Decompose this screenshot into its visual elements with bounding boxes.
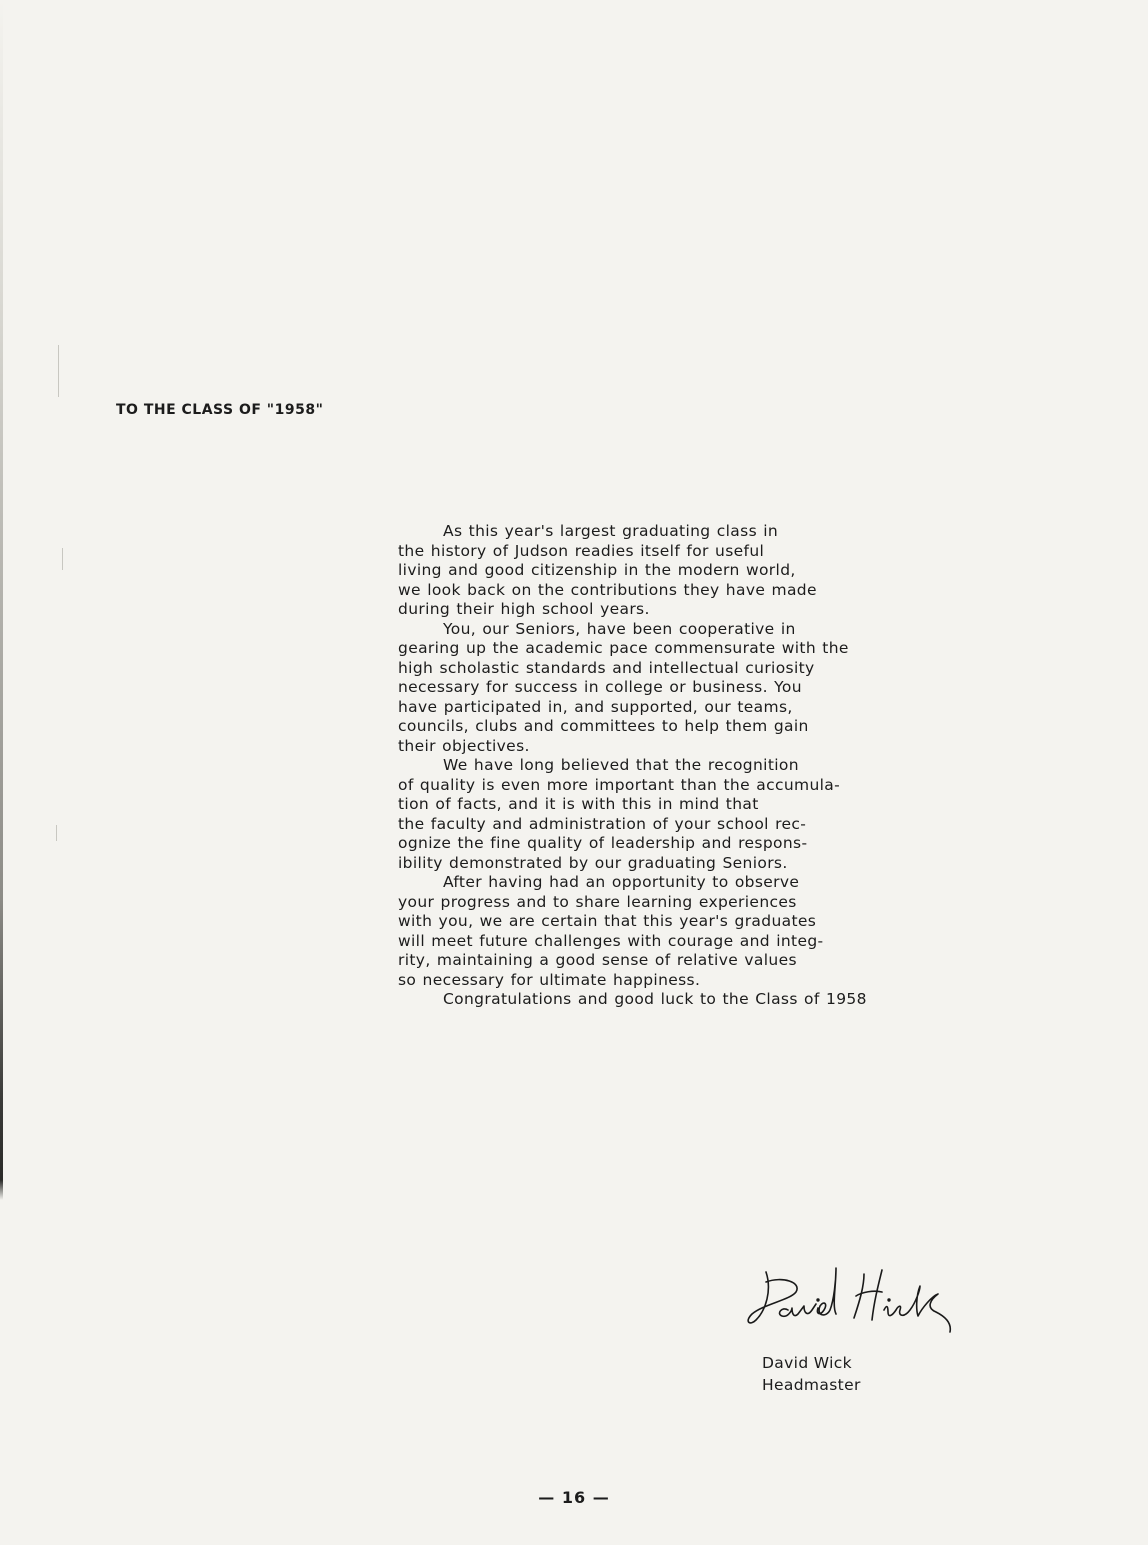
letter-line: their objectives. (398, 736, 530, 755)
letter-line: As this year's largest graduating class in (443, 522, 779, 540)
letter-line: After having had an opportunity to observe (443, 873, 800, 891)
letter-line: gearing up the academic pace commensurate with the (398, 639, 849, 657)
letter-line: ibility demonstrated by our graduating Seniors. (398, 853, 788, 872)
signatory-name: David Wick (762, 1354, 852, 1372)
letter-line: tion of facts, and it is with this in mind that (398, 795, 759, 813)
scan-mark (62, 548, 63, 570)
letter-line: have participated in, and supported, our teams, (398, 697, 793, 716)
letter-line: high scholastic standards and intellectual curiosity (398, 658, 815, 677)
letter-line: with you, we are certain that this year's graduates (398, 912, 817, 930)
letter-line: of quality is even more important than the accumula- (398, 775, 841, 794)
letter-line: will meet future challenges with courage and integ- (398, 931, 824, 950)
letter-line: We have long believed that the recognition (443, 756, 799, 774)
letter-line: we look back on the contributions they have made (398, 580, 817, 599)
scan-mark (58, 345, 59, 397)
letter-line: the faculty and administration of your school rec- (398, 814, 807, 833)
letter-line: Congratulations and good luck to the Class of 1958 (443, 990, 867, 1008)
signatory-title: Headmaster (762, 1376, 861, 1394)
letter-line: living and good citizenship in the modern world, (398, 561, 796, 579)
letter-line: councils, clubs and committees to help them gain (398, 717, 809, 735)
letter-line: ognize the fine quality of leadership and respons- (398, 834, 808, 852)
letter-line: necessary for success in college or business. You (398, 678, 802, 696)
letter-line: during their high school years. (398, 600, 650, 618)
page-heading: TO THE CLASS OF "1958" (116, 402, 324, 418)
letter-line: the history of Judson readies itself for useful (398, 541, 765, 560)
letter-body (398, 522, 918, 1010)
letter-line: rity, maintaining a good sense of relative values (398, 951, 797, 969)
page-number: — 16 — (538, 1488, 610, 1507)
letter-line: your progress and to share learning experiences (398, 892, 797, 911)
page-edge (0, 0, 3, 1545)
handwritten-signature (732, 1230, 972, 1350)
letter-line: You, our Seniors, have been cooperative in (443, 619, 796, 638)
scan-mark (56, 825, 57, 841)
letter-line: so necessary for ultimate happiness. (398, 970, 701, 989)
